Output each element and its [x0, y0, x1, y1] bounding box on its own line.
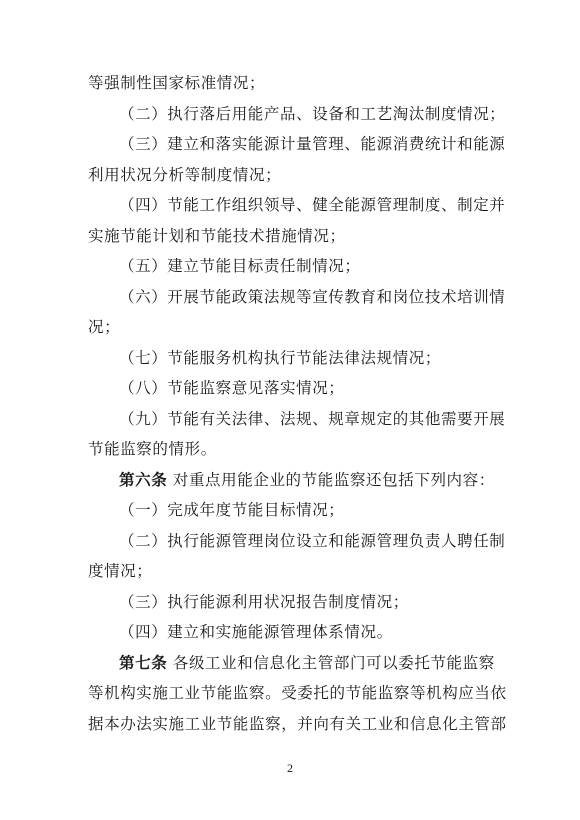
line-text: （五）建立节能目标责任制情况； — [119, 257, 361, 275]
text-line — [88, 526, 508, 557]
article-six-line — [88, 465, 508, 496]
text-line — [88, 434, 508, 465]
text-line — [88, 404, 508, 435]
text-line — [88, 587, 508, 618]
text-line — [88, 343, 508, 374]
line-text: （二）执行能源管理岗位设立和能源管理负责人聘任制 — [119, 531, 506, 550]
text-line — [88, 373, 508, 404]
line-text: 据本办法实施工业节能监察，并向有关工业和信息化主管部 — [88, 714, 507, 733]
text-line — [88, 221, 508, 252]
line-text: 对重点用能企业的节能监察还包括下列内容： — [167, 470, 495, 489]
text-line — [88, 495, 508, 526]
line-text: 节能监察的情形。 — [88, 440, 217, 458]
line-text: （四）节能工作组织领导、健全能源管理制度、制定并 — [119, 196, 506, 214]
text-line — [88, 99, 508, 130]
line-text: 等强制性国家标准情况； — [88, 74, 266, 92]
text-line — [88, 160, 508, 191]
line-text: 等机构实施工业节能监察。受委托的节能监察等机构应当依 — [88, 684, 507, 702]
document-body — [88, 68, 508, 739]
text-line — [88, 282, 508, 313]
line-text: （一）完成年度节能目标情况； — [119, 501, 345, 519]
line-text: 各级工业和信息化主管部门可以委托节能监察 — [167, 653, 495, 672]
text-line — [88, 678, 508, 709]
line-text: （三）建立和落实能源计量管理、能源消费统计和能源 — [119, 135, 506, 153]
text-line — [88, 709, 508, 740]
line-text: （三）执行能源利用状况报告制度情况； — [119, 592, 409, 611]
line-text: （六）开展节能政策法规等宣传教育和岗位技术培训情 — [119, 287, 506, 306]
line-text: 利用状况分析等制度情况； — [88, 165, 282, 184]
line-text: 实施节能计划和节能技术措施情况； — [88, 226, 346, 245]
line-text: 度情况； — [88, 562, 153, 580]
line-text: （四）建立和实施能源管理体系情况。 — [119, 623, 393, 641]
article-seven-line — [88, 648, 508, 679]
text-line — [88, 617, 508, 648]
line-text: 况； — [88, 318, 121, 336]
text-line — [88, 251, 508, 282]
line-text: （二）执行落后用能产品、设备和工艺淘汰制度情况； — [119, 104, 506, 123]
text-line — [88, 68, 508, 99]
article-label: 第七条 — [119, 652, 168, 672]
text-line — [88, 129, 508, 160]
text-line — [88, 190, 508, 221]
line-text: （八）节能监察意见落实情况； — [119, 379, 345, 397]
line-text: （七）节能服务机构执行节能法律法规情况； — [119, 348, 442, 367]
article-label: 第六条 — [119, 469, 168, 489]
page-number: 2 — [287, 761, 293, 775]
text-line — [88, 312, 508, 343]
text-line — [88, 556, 508, 587]
line-text: （九）节能有关法律、法规、规章规定的其他需要开展 — [119, 409, 506, 428]
